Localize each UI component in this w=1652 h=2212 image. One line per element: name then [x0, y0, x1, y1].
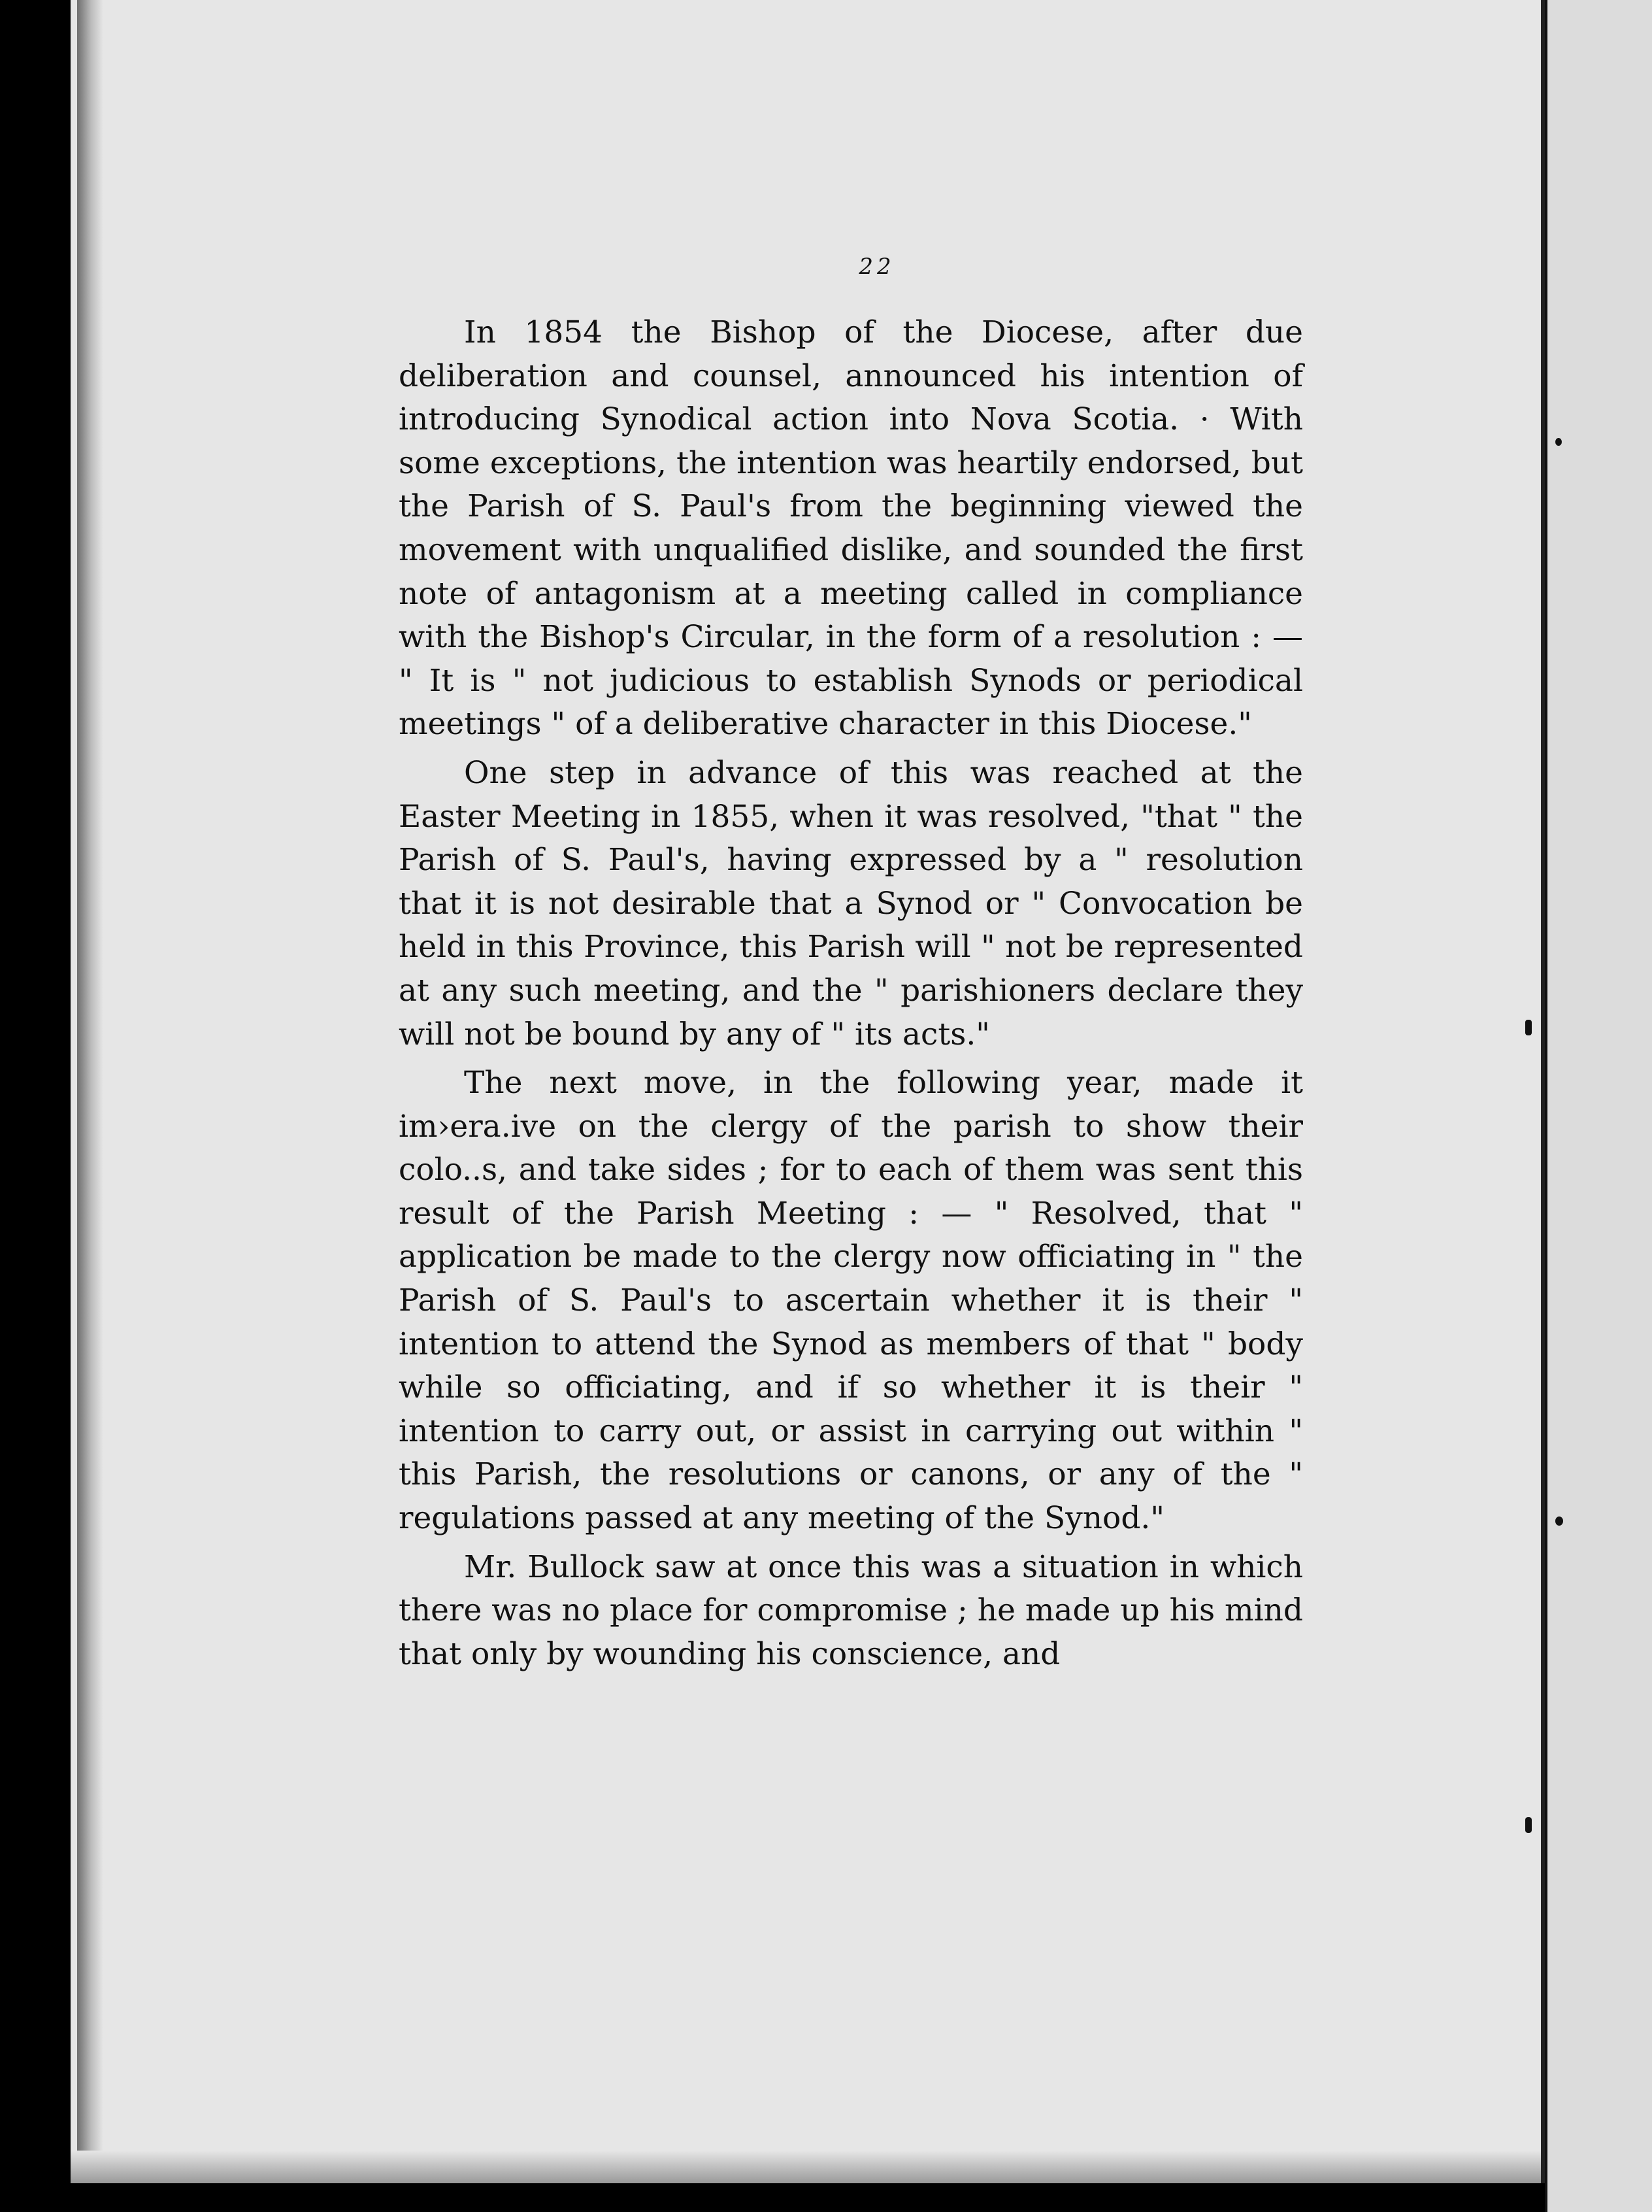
scan-speck	[1555, 1517, 1563, 1526]
scan-speck	[1555, 438, 1562, 446]
paragraph-synod-introduction: In 1854 the Bishop of the Diocese, after due deliberation and counsel, announced his intention of introducing Synodical action into Nova Scotia. · With some exceptions, the intention was heartily endorsed, but the Parish of S. Paul's from the beginning viewed the movement with unqualified dislike, and sounded the first note of antagonism at a meeting called in compliance with the Bishop's Circular, in the form of a resolution : — " It is " not judicious to establish Synods or periodical meetings " of a deliberative character in this Diocese."	[399, 314, 1303, 743]
paragraph-parish-resolution: The next move, in the following year, made it im›era.ive on the clergy of the parish to show their colo..s, and take sides ; for to each of them was sent this result of the Parish Meeting : — " Resolved, that " application be made to the clergy now officiating in " the Parish of S. Paul's to ascertain whether it is their " intention to attend the Synod as members of that " body while so officiating, and if so whether it is their " intention to carry out, or assist in carrying out within " this Parish, the resolutions or canons, or any of the " regulations passed at any meeting of the Synod."	[399, 1065, 1303, 1537]
page-number: 22	[859, 254, 895, 280]
adjacent-page-edge	[1545, 0, 1652, 2212]
page-bottom-shadow	[71, 2151, 1541, 2183]
page-text	[399, 254, 1303, 1681]
page-gutter-shadow	[77, 0, 103, 2157]
scan-speck	[1525, 1817, 1532, 1833]
scan-speck	[1525, 1020, 1532, 1035]
paragraph-easter-meeting: One step in advance of this was reached at the Easter Meeting in 1855, when it was resolved, "that " the Parish of S. Paul's, having expressed by a " resolution that it is not desirable that a Synod or " Convocation be held in this Province, this Parish will " not be represented at any such meeting, and the " parishioners declare they will not be bound by any of " its acts."	[399, 754, 1303, 1052]
paragraph-mr-bullock: Mr. Bullock saw at once this was a situation in which there was no place for compromise ; he made up his mind that only by wounding his conscience, and	[399, 1549, 1303, 1672]
